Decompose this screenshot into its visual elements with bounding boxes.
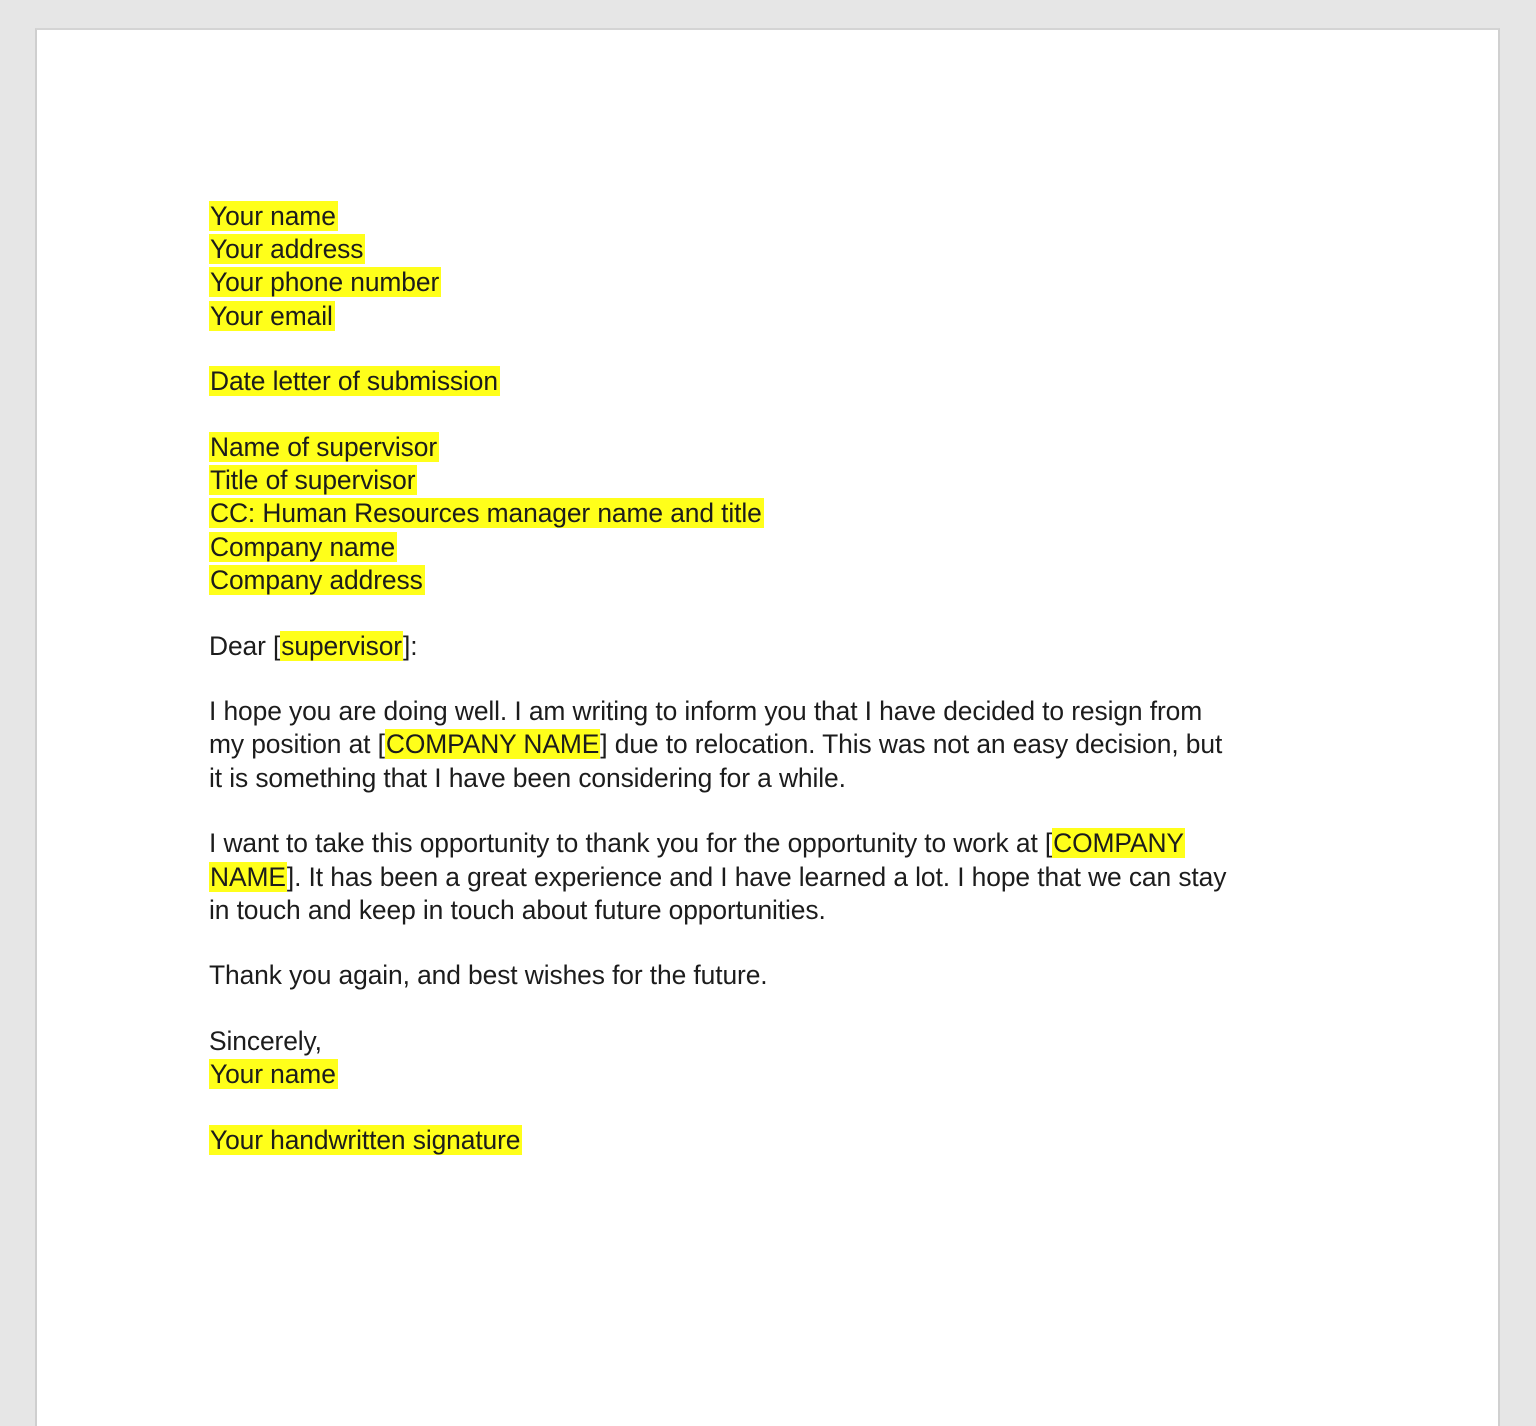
paragraph-2-line-2-suffix: ]. It has been a great experience and I have learned a lot. I hope that we can stay (286, 861, 1227, 892)
paragraph-3 (209, 959, 1349, 992)
spacer (209, 927, 1349, 960)
paragraph-2-line-3: in touch and keep in touch about future opportunities. (209, 894, 826, 925)
sender-email: Your email (210, 300, 333, 331)
company-name-placeholder: COMPANY NAME (385, 729, 600, 760)
closing-block (209, 1025, 1349, 1091)
signature-block (209, 1124, 1349, 1157)
paragraph-1-line-2-suffix: ] due to relocation. This was not an easy decision, but (600, 729, 1223, 760)
sender-address: Your address (210, 234, 364, 265)
paragraph-1 (209, 695, 1349, 795)
spacer (209, 795, 1349, 828)
salutation-placeholder: supervisor (281, 630, 403, 661)
sender-name: Your name (210, 201, 336, 231)
signature-placeholder: Your handwritten signature (210, 1125, 521, 1156)
letter-date: Date letter of submission (210, 366, 498, 397)
letter-body[interactable] (209, 200, 1349, 1157)
spacer (209, 663, 1349, 696)
sender-phone: Your phone number (210, 267, 440, 298)
paragraph-2 (209, 827, 1349, 927)
company-name-placeholder-part-2: NAME (210, 861, 286, 892)
paragraph-2-line-1-prefix: I want to take this opportunity to thank you for the opportunity to work at [ (209, 828, 1053, 859)
paragraph-3-text: Thank you again, and best wishes for the future. (209, 960, 768, 991)
company-name: Company name (210, 531, 396, 562)
spacer (209, 993, 1349, 1026)
spacer (209, 597, 1349, 630)
document-page[interactable] (35, 28, 1500, 1426)
paragraph-1-line-1: I hope you are doing well. I am writing to inform you that I have decided to resign from (209, 696, 1203, 727)
supervisor-title: Title of supervisor (210, 465, 416, 496)
cc-line: CC: Human Resources manager name and title (210, 498, 762, 529)
supervisor-name: Name of supervisor (210, 432, 438, 463)
spacer (209, 333, 1349, 366)
paragraph-1-line-2-prefix: my position at [ (209, 729, 385, 760)
spacer (209, 1092, 1349, 1125)
salutation-suffix: ]: (403, 630, 418, 661)
company-address: Company address (210, 564, 423, 595)
closing-text: Sincerely, (209, 1026, 322, 1057)
salutation-prefix: Dear [ (209, 630, 281, 661)
sender-block (209, 200, 1349, 333)
closing-name: Your name (210, 1059, 336, 1090)
salutation (209, 630, 1349, 663)
date-block (209, 365, 1349, 398)
company-name-placeholder-part-1: COMPANY (1053, 828, 1184, 859)
paragraph-1-line-3: it is something that I have been considering for a while. (209, 762, 846, 793)
recipient-block (209, 431, 1349, 597)
spacer (209, 399, 1349, 432)
